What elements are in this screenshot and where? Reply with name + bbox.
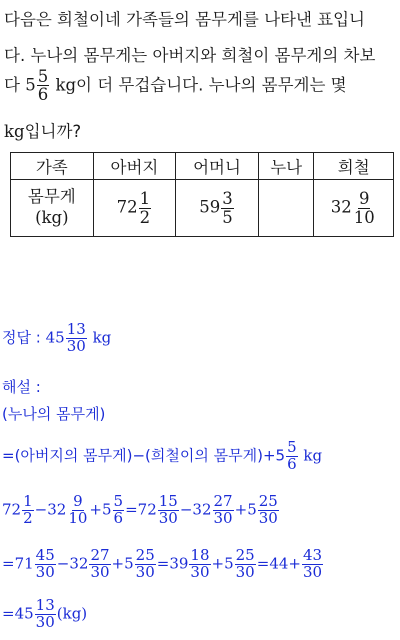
step1-fraction [213, 494, 234, 527]
final-whole: 45 [14, 604, 34, 623]
step2-term: 32 [69, 554, 89, 573]
explanation-step-2 [2, 548, 324, 581]
step2-term: 5 [124, 554, 134, 573]
step2-numerator: 45 [35, 546, 55, 564]
step2-numerator: 25 [135, 546, 155, 564]
step2-fraction [135, 548, 156, 581]
step1-numerator: 1 [23, 492, 33, 510]
step2-operator: + [288, 554, 301, 573]
step2-equals: = [2, 554, 15, 573]
cell-sister [258, 180, 314, 237]
step1-denominator: 30 [213, 508, 233, 527]
answer-fraction [66, 322, 87, 355]
step1-fraction [113, 494, 125, 527]
step2-denominator: 30 [90, 562, 110, 581]
step1-numerator: 27 [213, 492, 233, 510]
diff-numerator: 5 [37, 67, 49, 86]
step1-denominator: 10 [68, 508, 88, 527]
header-mother: 어머니 [176, 153, 259, 180]
step1-operator: + [89, 500, 102, 519]
cell-heecheol [314, 180, 394, 237]
step2-term: 44 [269, 554, 289, 573]
step1-operator: − [179, 500, 193, 519]
weight-table [10, 152, 394, 237]
father-numerator: 1 [139, 189, 151, 209]
heecheol-whole: 32 [330, 197, 352, 217]
step2-operator: + [111, 554, 125, 573]
formula-unit: kg [303, 446, 323, 465]
problem-line-4 [4, 118, 81, 142]
heecheol-numerator: 9 [358, 189, 370, 209]
step2-denominator: 30 [135, 562, 155, 581]
step2-fraction [235, 548, 256, 581]
table-header-row [11, 153, 394, 180]
step2-denominator: 30 [190, 562, 210, 581]
header-sister: 누나 [258, 153, 314, 180]
step2-numerator: 43 [302, 546, 323, 564]
heecheol-fraction [353, 190, 376, 226]
step2-operator: − [56, 554, 70, 573]
step1-numerator: 9 [73, 492, 83, 510]
step2-term: 5 [224, 554, 234, 573]
explanation-step-1 [2, 494, 280, 527]
step1-equals: = [125, 500, 138, 519]
problem-line-3-suffix: 이 더 무겁습니다. 누나의 몸무게는 몇 [76, 75, 347, 95]
header-father: 아버지 [93, 153, 176, 180]
row-label-weight: 몸무게 [27, 187, 76, 207]
final-equals: = [2, 604, 15, 623]
explanation-formula [2, 440, 322, 473]
step2-fraction [189, 548, 210, 581]
step1-term: 5 [101, 500, 112, 519]
diff-whole: 5 [25, 75, 36, 95]
explanation-heading: (누나의 몸무게) [2, 405, 106, 423]
step2-fraction [302, 548, 323, 581]
mother-denominator: 5 [222, 207, 233, 227]
final-numerator: 13 [35, 596, 55, 614]
problem-line-2: 다. 누나의 몸무게는 아버지와 희철이 몸무게의 차보 [4, 46, 376, 65]
final-denominator: 30 [35, 612, 55, 631]
step1-denominator: 30 [158, 508, 178, 527]
answer-unit: kg [92, 328, 112, 347]
step2-operator: + [211, 554, 225, 573]
step2-fraction [89, 548, 110, 581]
step1-denominator: 30 [258, 508, 278, 527]
step1-term: 32 [192, 500, 212, 519]
explanation-final [2, 598, 87, 631]
step2-term: 71 [14, 554, 34, 573]
step1-fraction [22, 494, 34, 527]
step2-fraction [35, 548, 56, 581]
final-unit: (kg) [56, 604, 88, 623]
step1-term: 72 [2, 500, 22, 519]
father-denominator: 2 [139, 207, 151, 227]
answer-label: 정답 : [2, 328, 41, 347]
mother-numerator: 3 [222, 189, 233, 209]
header-family: 가족 [11, 153, 94, 180]
step1-operator: − [34, 500, 48, 519]
step2-numerator: 18 [190, 546, 210, 564]
formula-denominator: 6 [287, 454, 297, 473]
step2-term: 39 [169, 554, 189, 573]
step1-operator: + [234, 500, 248, 519]
question-suffix: 입니까? [24, 122, 82, 141]
formula-numerator: 5 [287, 438, 297, 456]
step2-denominator: 30 [302, 562, 323, 581]
step1-term: 5 [247, 500, 257, 519]
mother-whole: 59 [199, 197, 221, 217]
father-fraction [139, 190, 152, 226]
step1-term: 32 [47, 500, 67, 519]
heecheol-denominator: 10 [353, 207, 375, 227]
diff-unit: kg [55, 75, 77, 95]
row-label-unit: (kg) [35, 208, 69, 227]
cell-father [93, 180, 176, 237]
formula-fraction [286, 440, 298, 473]
step2-numerator: 25 [235, 546, 255, 564]
row-label [11, 180, 94, 237]
answer-line [2, 322, 111, 355]
answer-numerator: 13 [66, 320, 86, 338]
step1-numerator: 5 [113, 492, 124, 510]
problem-line-1: 다음은 희철이네 가족들의 몸무게를 나타낸 표입니 [4, 10, 365, 29]
step1-fraction [258, 494, 279, 527]
step1-fraction [67, 494, 88, 527]
cell-mother [176, 180, 259, 237]
formula-text: =(아버지의 몸무게)−(희철이의 몸무게)+5 [2, 446, 286, 465]
step1-denominator: 2 [23, 508, 33, 527]
question-unit: kg [4, 122, 25, 141]
table-row [11, 180, 394, 237]
step2-denominator: 30 [235, 562, 255, 581]
step2-equals: = [256, 554, 270, 573]
answer-denominator: 30 [66, 336, 86, 355]
step2-denominator: 30 [35, 562, 55, 581]
step1-denominator: 6 [113, 508, 124, 527]
problem-line-3 [4, 68, 347, 104]
step1-fraction [158, 494, 179, 527]
diff-denominator: 6 [37, 85, 49, 105]
final-fraction [35, 598, 56, 631]
father-whole: 72 [116, 197, 138, 217]
step1-numerator: 15 [158, 492, 178, 510]
diff-fraction [37, 68, 50, 104]
step2-numerator: 27 [90, 546, 110, 564]
answer-whole: 45 [45, 328, 65, 347]
step1-term: 72 [137, 500, 157, 519]
step1-numerator: 25 [258, 492, 278, 510]
header-heecheol: 희철 [314, 153, 394, 180]
mother-fraction [221, 190, 234, 226]
explanation-label: 해설 : [2, 378, 41, 396]
problem-prefix: 다 [4, 75, 20, 95]
step2-equals: = [156, 554, 170, 573]
